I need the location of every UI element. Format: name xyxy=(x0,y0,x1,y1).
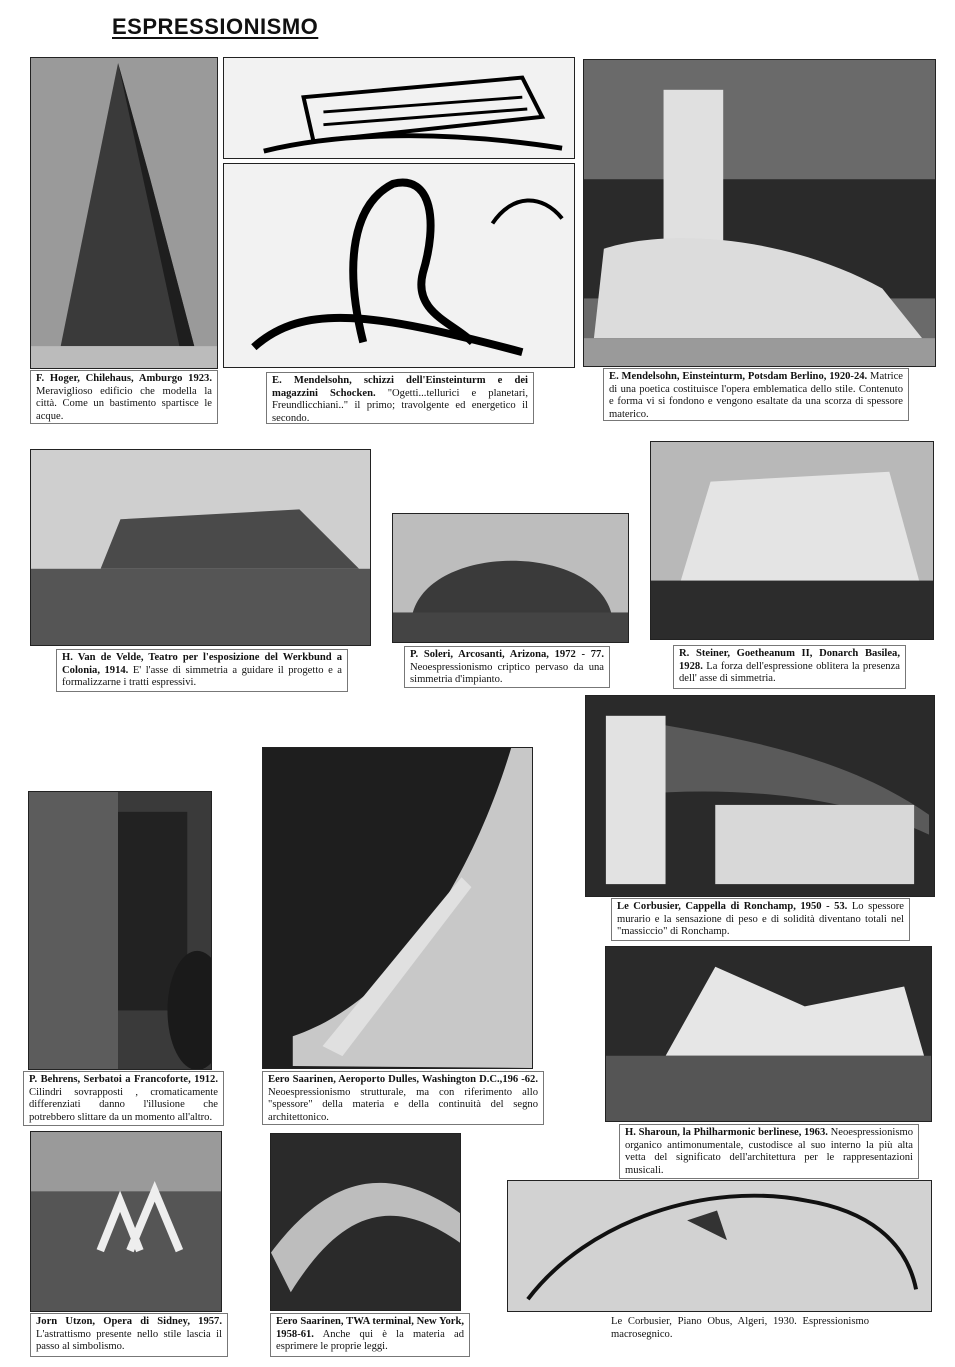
photo-mendelsohn-sketch-einsteinturm xyxy=(223,163,575,368)
photo-werkbund-theatre xyxy=(30,449,371,646)
caption-einsteinturm: E. Mendelsohn, Einsteinturm, Potsdam Berlino, 1920-24. Matrice di una poetica costituisce l'opera emblematica dello stile. Contenuto e forma vi si fondono e vengono esaltate da una scorza di spessore materico. xyxy=(603,368,909,421)
caption-philharmonie: H. Sharoun, la Philharmonic berlinese, 1963. Neoespressionismo organico antimonumentale, custodisce al suo interno la più alta vetta del significato dell'architettura per le rappresentazioni musicali. xyxy=(619,1124,919,1179)
caption-behrens-tanks: P. Behrens, Serbatoi a Francoforte, 1912. Cilindri sovrapposti , cromaticamente differenziati danno l'illusione che potrebbero slittare da un momento all'altro. xyxy=(23,1071,224,1126)
photo-ronchamp xyxy=(585,695,935,897)
caption-ronchamp: Le Corbusier, Cappella di Ronchamp, 1950 - 53. Lo spessore murario e la sensazione di peso e di solidità diventano totali nel "massiccio" di Ronchamp. xyxy=(611,898,910,941)
photo-einsteinturm xyxy=(583,59,936,367)
photo-sydney-opera xyxy=(30,1131,222,1312)
caption-goetheanum: R. Steiner, Goetheanum II, Donarch Basilea, 1928. La forza dell'espressione oblitera la presenza dell' asse di simmetria. xyxy=(673,645,906,689)
photo-goetheanum xyxy=(650,441,934,640)
photo-philharmonie xyxy=(605,946,932,1122)
photo-plan-obus xyxy=(507,1180,932,1312)
photo-arcosanti xyxy=(392,513,629,643)
caption-twa-terminal: Eero Saarinen, TWA terminal, New York, 1958-61. Anche qui è la materia ad esprimere le proprie leggi. xyxy=(270,1313,470,1357)
caption-arcosanti: P. Soleri, Arcosanti, Arizona, 1972 - 77. Neoespressionismo criptico pervaso da una simmetria d'impianto. xyxy=(404,646,610,688)
caption-sydney-opera: Jorn Utzon, Opera di Sidney, 1957. L'astrattismo presente nello stile lascia il passo al simbolismo. xyxy=(30,1313,228,1357)
caption-chilehaus: F. Hoger, Chilehaus, Amburgo 1923. Meraviglioso edificio che modella la città. Come un bastimento spartisce le acque. xyxy=(30,370,218,424)
photo-chilehaus xyxy=(30,57,218,369)
photo-mendelsohn-sketch-schocken xyxy=(223,57,575,159)
caption-dulles-airport: Eero Saarinen, Aeroporto Dulles, Washington D.C.,196 -62. Neoespressionismo strutturale, ma con riferimento allo "spessore" della materia e della continuità del segno architettonico. xyxy=(262,1071,544,1125)
caption-mendelsohn-sketches: E. Mendelsohn, schizzi dell'Einsteinturm e dei magazzini Schocken. "Ogetti...tellurici e planetari, Freundlicchiani.." il primo; travolgente ed energetico il secondo. xyxy=(266,372,534,424)
photo-behrens-tanks xyxy=(28,791,212,1070)
caption-werkbund-theatre: H. Van de Velde, Teatro per l'esposizione del Werkbund a Colonia, 1914. E' l'asse di simmetria a guidare il progetto e a formalizzarne i tratti espressivi. xyxy=(56,649,348,692)
page-title: ESPRESSIONISMO xyxy=(112,14,319,39)
caption-plan-obus: Le Corbusier, Piano Obus, Algeri, 1930. Espressionismo macrosegnico. xyxy=(605,1313,875,1343)
photo-dulles-airport xyxy=(262,747,533,1069)
photo-twa-terminal xyxy=(270,1133,461,1311)
